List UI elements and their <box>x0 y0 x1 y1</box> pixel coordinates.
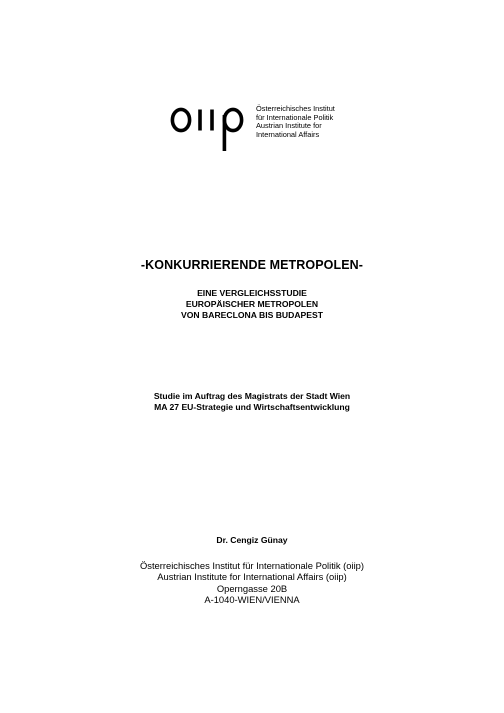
commission-line: Studie im Auftrag des Magistrats der Stadt Wien <box>153 391 351 401</box>
commission-note <box>0 391 504 413</box>
subtitle-line: VON BARECLONA BIS BUDAPEST <box>181 310 323 320</box>
subtitle-line: EUROPÄISCHER METROPOLEN <box>185 299 319 309</box>
address-line: Austrian Institute for International Affairs (oiip) <box>157 571 347 583</box>
author-name: Dr. Cengiz Günay <box>216 535 288 545</box>
document-subtitle <box>0 288 504 321</box>
oiip-logo-mark <box>169 100 253 154</box>
commission-line: MA 27 EU-Strategie und Wirtschaftsentwicklung <box>154 402 350 412</box>
document-title: -KONKURRIERENDE METROPOLEN- <box>140 258 364 272</box>
subtitle-line: EINE VERGLEICHSSTUDIE <box>197 288 307 298</box>
logo-line: für Internationale Politik <box>256 112 334 122</box>
address-line: A-1040-WIEN/VIENNA <box>204 593 300 605</box>
logo-line: Austrian Institute for <box>256 121 322 131</box>
address-line: Operngasse 20B <box>216 582 288 594</box>
logo-text <box>256 105 335 139</box>
logo-line: Österreichisches Institut <box>256 104 335 113</box>
address-line: Österreichisches Institut für Internationale Politik (oiip) <box>139 560 365 571</box>
oiip-logo <box>169 100 359 154</box>
institute-address <box>0 560 504 605</box>
logo-line: International Affairs <box>256 129 320 139</box>
